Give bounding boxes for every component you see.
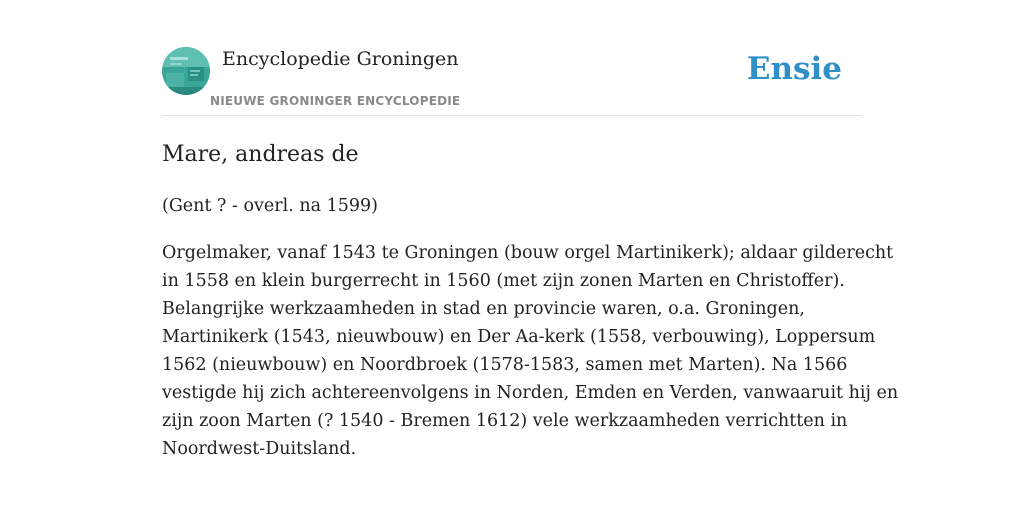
body-line: Belangrijke werkzaamheden in stad en provincie waren, o.a. Groningen,: [162, 299, 805, 319]
book-cover-thumbnail-icon: [162, 47, 210, 95]
body-line: 1562 (nieuwbouw) en Noordbroek (1578-1583, samen met Marten). Na 1566: [162, 355, 848, 375]
site-title[interactable]: Encyclopedie Groningen: [222, 48, 459, 70]
header-divider: [162, 115, 862, 116]
body-line: Orgelmaker, vanaf 1543 te Groningen (bouw orgel Martinikerk); aldaar gilderecht: [162, 243, 894, 263]
brand-logo[interactable]: Ensie: [746, 51, 842, 87]
entry-body: [162, 239, 899, 463]
entry-title: Mare, andreas de: [162, 142, 359, 167]
entry-dates: (Gent ? - overl. na 1599): [162, 196, 378, 216]
body-line: Martinikerk (1543, nieuwbouw) en Der Aa-kerk (1558, verbouwing), Loppersum: [162, 327, 876, 347]
site-subtitle: NIEUWE GRONINGER ENCYCLOPEDIE: [210, 94, 461, 108]
body-line: Noordwest-Duitsland.: [162, 439, 357, 459]
body-line: in 1558 en klein burgerrecht in 1560 (met zijn zonen Marten en Christoffer).: [162, 271, 845, 291]
body-line: zijn zoon Marten (? 1540 - Bremen 1612) vele werkzaamheden verrichtten in: [162, 411, 848, 431]
body-line: vestigde hij zich achtereenvolgens in Norden, Emden en Verden, vanwaaruit hij en: [162, 383, 899, 403]
encyclopedia-avatar-icon[interactable]: [162, 47, 210, 95]
